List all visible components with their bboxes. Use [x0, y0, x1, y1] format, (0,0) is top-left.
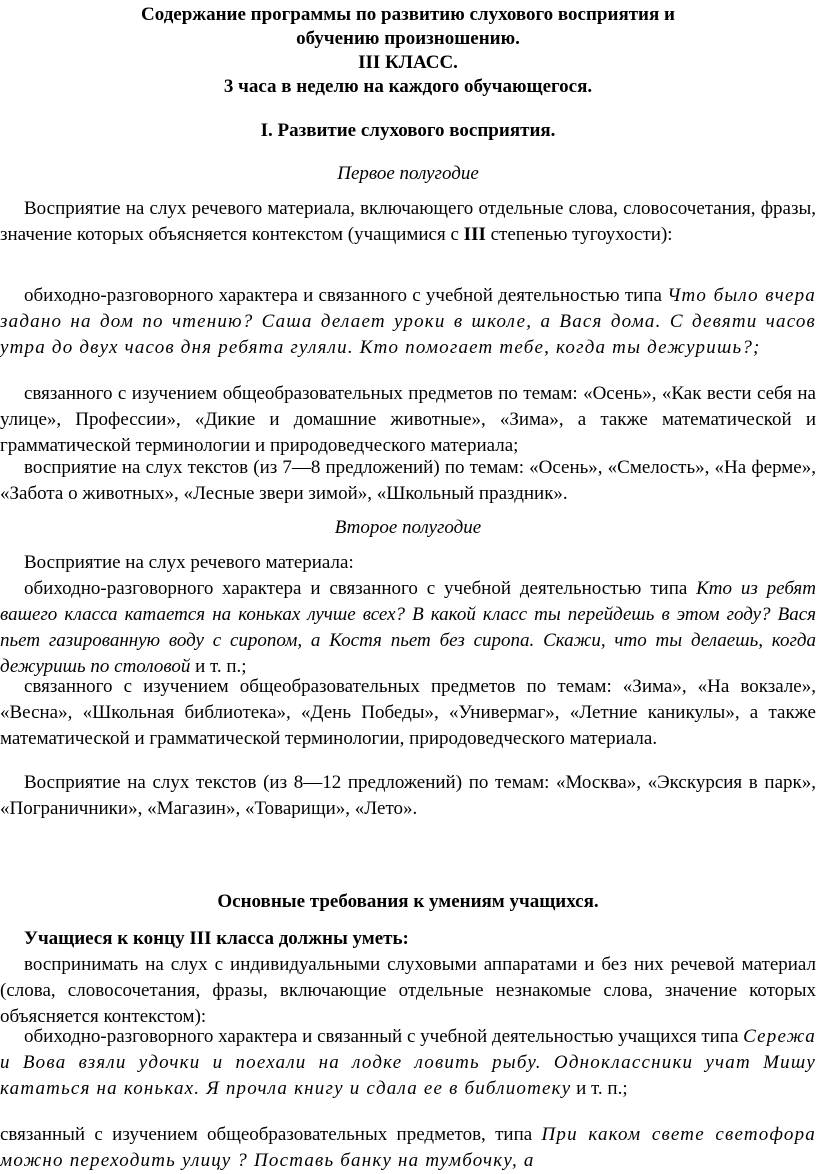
- semester2-item3: Восприятие на слух текстов (из 8—12 предложений) по темам: «Москва», «Экскурсия в парк», «Пограничники», «Магазин», «Товарищи», «Лето».: [0, 772, 816, 819]
- semester1-heading: Первое полугодие: [337, 163, 479, 184]
- title-line-1: Содержание программы по развитию слухового восприятия и: [141, 4, 675, 25]
- title-line-2: обучению произношению.: [296, 28, 520, 49]
- document-title: [0, 3, 816, 99]
- requirements-item1: воспринимать на слух с индивидуальными слуховыми аппаратами и без них речевой материал (слова, словосочетания, фразы, включающие отдельные незнакомые слова, значение которых объясняется контекстом):: [0, 954, 816, 1027]
- section-heading: I. Развитие слухового восприятия.: [260, 120, 556, 141]
- semester1-item1: обиходно-разговорного характера и связанного с учебной деятельностью типа Что было вчера задано на дом по чтению? Саша делает уроки в школе, а Вася дома. С девяти часов утра до двух часов дня ребята гуляли. Кто помогает тебе, когда ты дежуришь?;: [0, 285, 816, 358]
- semester1-intro: Восприятие на слух речевого материала, включающего отдельные слова, словосочетания, фразы, значение которых объясняется контекстом (учащимися с III степенью тугоухости):: [0, 198, 816, 245]
- semester2-heading: Второе полугодие: [334, 517, 482, 538]
- semester1-item2: связанного с изучением общеобразовательных предметов по темам: «Осень», «Как вести себя на улице», Профессии», «Дикие и домашние животные», «Зима», а также математической и грамматической терминологии и природоведческого материала;: [0, 383, 816, 456]
- requirements-item3: связанный с изучением общеобразовательных предметов, типа При каком свете светофора можно переходить улицу ? Поставь банку на тумбочку, а: [0, 1124, 816, 1171]
- semester2-item1: обиходно-разговорного характера и связанного с учебной деятельностью типа Кто из ребят вашего класса катается на коньках лучше всех? В какой класс ты перейдешь в этом году? Вася пьет газированную воду с сиропом, а Костя пьет без сиропа. Скажи, что ты делаешь, когда дежуришь по столовой и т. п.;: [0, 578, 816, 677]
- requirements-subheading: Учащиеся к концу III класса должны уметь:: [24, 928, 409, 949]
- requirements-item2: обиходно-разговорного характера и связанный с учебной деятельностью учащихся типа Сережа и Вова взяли удочки и поехали на лодке ловить рыбу. Одноклассники учат Мишу кататься на коньках. Я прочла книгу и сдала ее в библиотеку и т. п.;: [0, 1026, 816, 1099]
- semester2-intro: Восприятие на слух речевого материала:: [24, 552, 354, 573]
- title-line-3: III КЛАСС.: [358, 52, 458, 73]
- requirements-heading: Основные требования к умениям учащихся.: [217, 891, 599, 912]
- semester1-item3: восприятие на слух текстов (из 7—8 предложений) по темам: «Осень», «Смелость», «На ферме», «Забота о животных», «Лесные звери зимой», «Школьный праздник».: [0, 457, 816, 504]
- title-line-4: 3 часа в неделю на каждого обучающегося.: [223, 76, 593, 97]
- semester2-item2: связанного с изучением общеобразовательных предметов по темам: «Зима», «На вокзале», «Весна», «Школьная библиотека», «День Победы», «Универмаг», «Летние каникулы», а также математической и грамматической терминологии, природоведческого материала.: [0, 676, 816, 749]
